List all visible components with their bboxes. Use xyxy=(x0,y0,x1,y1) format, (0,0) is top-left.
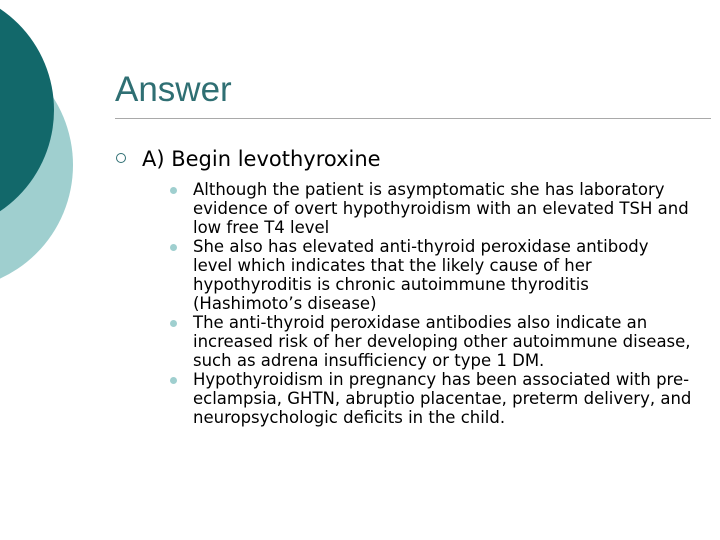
main-bullet-text: A) Begin levothyroxine xyxy=(142,147,381,171)
light-teal-circle xyxy=(0,40,73,290)
sub-bullet-text: Hypothyroidism in pregnancy has been associated with pre-eclampsia, GHTN, abruptio placentae, preterm delivery, and neuropsychologic deficits in the child. xyxy=(193,370,692,427)
sub-bullet-text: Although the patient is asymptomatic she has laboratory evidence of overt hypothyroidism with an elevated TSH and low free T4 level xyxy=(193,180,689,237)
sub-bullet-item xyxy=(170,370,706,427)
sub-bullet-item xyxy=(170,180,706,237)
title-divider xyxy=(115,118,711,119)
ring-bullet-icon xyxy=(116,153,126,163)
sub-bullet-text: She also has elevated anti-thyroid peroxidase antibody level which indicates that the likely cause of her hypothyroditis is chronic autoimmune thyroditis (Hashimoto’s disease) xyxy=(193,237,649,313)
dot-bullet-icon xyxy=(170,187,177,194)
dot-bullet-icon xyxy=(170,320,177,327)
sub-bullet-item xyxy=(170,237,706,313)
sub-bullet-item xyxy=(170,313,706,370)
dark-teal-circle xyxy=(0,0,54,232)
sub-bullet-list xyxy=(116,180,706,427)
dot-bullet-icon xyxy=(170,244,177,251)
sub-bullet-text: The anti-thyroid peroxidase antibodies also indicate an increased risk of her developing other autoimmune disease, such as adrena insufficiency or type 1 DM. xyxy=(193,313,691,370)
main-bullet xyxy=(116,145,706,427)
dot-bullet-icon xyxy=(170,377,177,384)
slide-title: Answer xyxy=(115,70,232,109)
